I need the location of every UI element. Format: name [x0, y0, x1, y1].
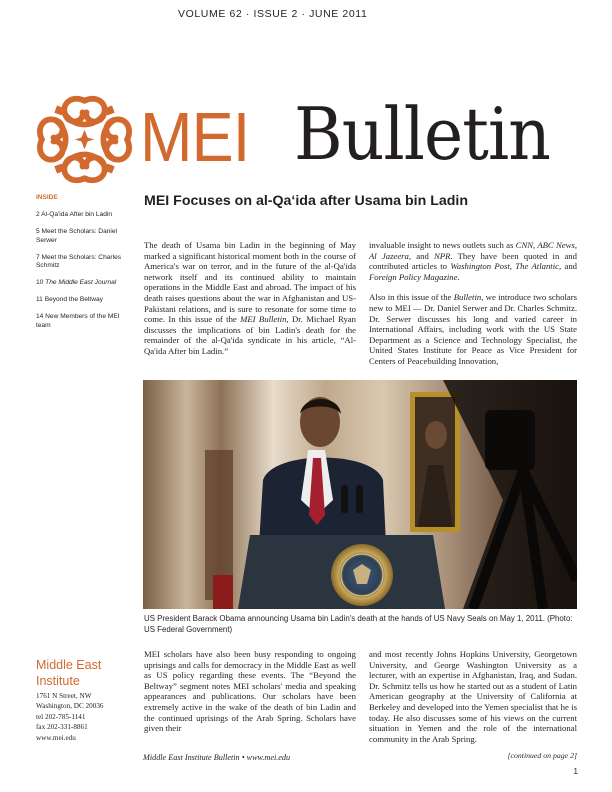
- toc-title: Beyond the Beltway: [44, 296, 103, 304]
- table-of-contents: [36, 211, 136, 339]
- toc-page-number: 10: [36, 279, 46, 287]
- article-headline: MEI Focuses on al-Qa‘ida after Usama bin Ladin: [144, 193, 469, 209]
- outlet-names: NPR: [433, 250, 451, 261]
- article-column-4: and most recently Johns Hopkins University, Georgetown University, and George Washington University as a lecturer, with an expertise in Afghanistan, Iraq, and Sudan. Dr. Schmitz tells us how he started out as a student of Latin American geography at the University of California at Berkeley and developed into the Yemen specialist that he is today. He also discusses some of his views on the current situation in Yemen and the role of the international community in the Arab Spring.: [369, 649, 577, 744]
- masthead-mei: MEI: [140, 98, 250, 176]
- toc-title: Meet the Scholars: Charles Schmitz: [36, 253, 122, 270]
- outlet-names: Washington Post, The Atlantic: [450, 261, 559, 272]
- masthead-bulletin: Bulletin: [294, 92, 551, 176]
- text-run: , Dr. Michael Ryan discusses the implications of bin Ladin's death for the remainder of the al-Qa'ida syndicate in his article, “Al-Qa'ida After bin Ladin.”: [144, 314, 357, 356]
- continued-on-page-link[interactable]: [continued on page 2]: [507, 751, 577, 760]
- text-run: .: [457, 271, 460, 282]
- organization-address: [36, 691, 136, 743]
- outlet-names: Foreign Policy Magazine: [369, 271, 458, 282]
- organization-name: [36, 657, 136, 689]
- toc-page-number: 7: [36, 253, 42, 261]
- toc-title: Meet the Scholars: Daniel Serwer: [36, 227, 117, 244]
- toc-item[interactable]: [36, 254, 136, 271]
- toc-title: Al-Qa'ida After bin Ladin: [41, 211, 113, 218]
- text-run: , and: [558, 261, 578, 272]
- text-run: Also in this issue of the: [369, 292, 454, 303]
- address-line: 1761 N Street, NW: [36, 692, 92, 700]
- address-line: fax 202-331-8861: [36, 723, 88, 732]
- org-name-line: Institute: [36, 674, 80, 688]
- mei-arabesque-emblem-icon: [36, 93, 133, 186]
- text-run: . They have been quoted in and contributed articles to: [369, 250, 577, 272]
- article-column-1: [144, 240, 356, 357]
- article-column-3: MEI scholars have also been busy responding to ongoing uprisings and calls for democracy in the Middle East as well as US policy regarding these events. The “Beyond the Beltway” segment notes MEI scholars' media and speaking appearances and publications. Our scholars have been extremely active in the wake of the death of bin Ladin and the continued uprisings of the Arab Spring. Scholars have given their: [144, 649, 356, 734]
- paragraph: [369, 240, 577, 282]
- paragraph: [369, 292, 577, 366]
- toc-title: The Middle East Journal: [45, 279, 117, 287]
- outlet-names: CNN, ABC News, Al Jazeera: [369, 240, 577, 261]
- inside-label: INSIDE: [36, 194, 58, 201]
- org-name-line: Middle East: [36, 658, 102, 672]
- article-column-2: [369, 240, 577, 367]
- text-run: invaluable insight to news outlets such as: [369, 240, 516, 250]
- text-run: , and: [408, 250, 434, 261]
- toc-page-number: 14: [36, 313, 46, 321]
- address-line: www.mei.edu: [36, 733, 76, 742]
- toc-page-number: 2: [36, 211, 42, 218]
- toc-title: New Members of the MEI team: [36, 313, 120, 329]
- article-photo: [143, 380, 577, 609]
- photo-caption: US President Barack Obama announcing Usama bin Ladin's death at the hands of US Navy Seals on May 1, 2011. (Photo: US Federal Government): [144, 614, 573, 634]
- toc-item[interactable]: [36, 228, 136, 245]
- page-number: 1: [573, 767, 578, 776]
- address-line: tel 202-785-1141: [36, 712, 86, 721]
- toc-item[interactable]: [36, 279, 136, 288]
- footer-publication-line: Middle East Institute Bulletin • www.mei.edu: [143, 753, 291, 762]
- text-run: The death of Usama bin Ladin in the beginning of May marked a significant historical moment both in the course of America's war on terror, and in the future of the al-Qa'ida network itself and its continued ability to maintain operations in the Middle East and abroad. The impact of his death raises questions about the war in Afghanistan and US-Pakistani relations, and is sure to resonate for some time to come. In this issue of the: [144, 240, 356, 325]
- issue-volume-line: VOLUME 62 · ISSUE 2 · JUNE 2011: [178, 8, 368, 20]
- toc-item[interactable]: [36, 211, 136, 220]
- obama-podium-photo: [143, 380, 577, 609]
- toc-item[interactable]: [36, 313, 136, 330]
- text-run: , we introduce two scholars new to MEI — Dr. Daniel Serwer and Dr. Charles Schmitz. Dr. Serwer discusses his long and varied career in International Affairs, including work with the US State Department as a Science and Technology Specialist, the United States Institute for Peace as Vice President for Centers of Peacebuilding Innovation,: [369, 292, 577, 366]
- toc-item[interactable]: [36, 296, 136, 305]
- publication-title: MEI Bulletin: [240, 314, 287, 325]
- publication-title: Bulletin: [453, 292, 482, 303]
- toc-page-number: 11: [36, 296, 45, 304]
- address-line: Washington, DC 20036: [36, 702, 104, 711]
- toc-page-number: 5: [36, 227, 42, 235]
